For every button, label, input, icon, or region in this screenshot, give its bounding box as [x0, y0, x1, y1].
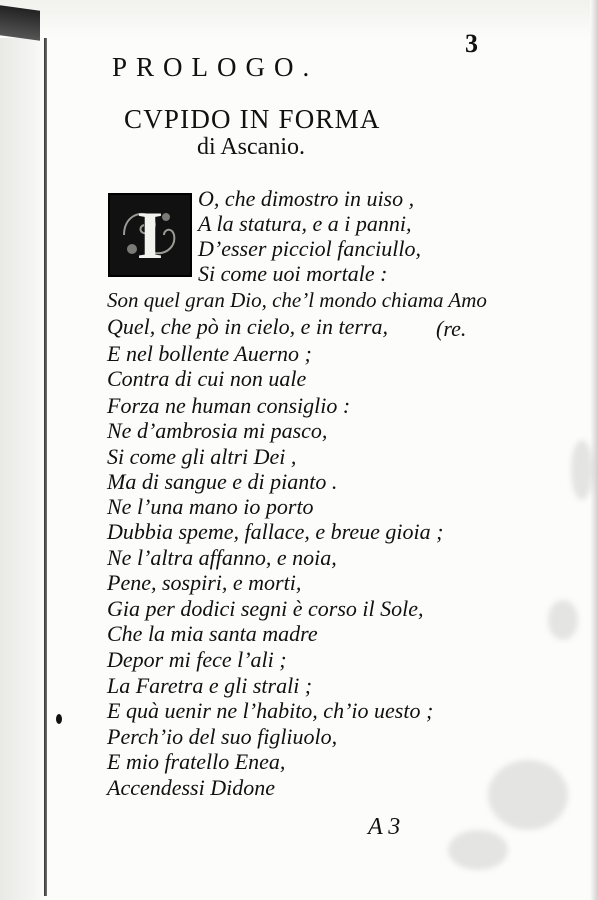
- verse-line: Accendessi Didone: [107, 775, 275, 800]
- verse-line: Forza ne human consiglio :: [107, 393, 351, 418]
- section-subtitle: di Ascanio.: [197, 134, 305, 160]
- running-head: PROLOGO.: [112, 52, 319, 82]
- verse-line-turnover: (re.: [436, 316, 467, 341]
- verse-line: O, che dimostro in uiso ,: [198, 186, 415, 211]
- verse-line: E quà uenir ne l’habito, ch’io uesto ;: [107, 698, 434, 723]
- verse-line: E nel bollente Auerno ;: [107, 341, 312, 366]
- page-number: 3: [465, 29, 478, 58]
- verse-line: Ne l’altra affanno, e noia,: [107, 545, 337, 570]
- verse-line: Gia per dodici segni è corso il Sole,: [107, 596, 424, 621]
- verse-line: Depor mi fece l’ali ;: [107, 647, 287, 672]
- verse-line: Ne l’una mano io porto: [107, 494, 314, 519]
- verse-line: Ma di sangue e di pianto .: [107, 469, 338, 494]
- verse-line: Che la mia santa madre: [107, 621, 318, 646]
- verse-line: Si come uoi mortale :: [198, 261, 388, 286]
- initial-letter: I: [136, 197, 164, 273]
- verse-line: Perch’io del suo figliuolo,: [107, 724, 338, 749]
- verse-line: Si come gli altri Dei ,: [107, 444, 297, 469]
- verse-line: Son quel gran Dio, che’l mondo chiama Amo: [107, 288, 487, 312]
- verse-line: A la statura, e a i panni,: [198, 211, 412, 236]
- verse-line: Contra di cui non uale: [107, 366, 307, 391]
- section-title: CVPIDO IN FORMA: [124, 104, 381, 134]
- verse-line: D’esser picciol fanciullo,: [198, 236, 422, 261]
- verse-line: E mio fratello Enea,: [107, 749, 286, 774]
- verse-line: Dubbia speme, fallace, e breue gioia ;: [107, 519, 444, 544]
- signature-mark: A 3: [368, 814, 401, 840]
- verse-line: Ne d’ambrosia mi pasco,: [107, 418, 328, 443]
- verse-line: La Faretra e gli strali ;: [107, 673, 313, 698]
- verse-line: Pene, sospiri, e morti,: [107, 570, 302, 595]
- verse-line: Quel, che pò in cielo, e in terra,: [107, 314, 389, 339]
